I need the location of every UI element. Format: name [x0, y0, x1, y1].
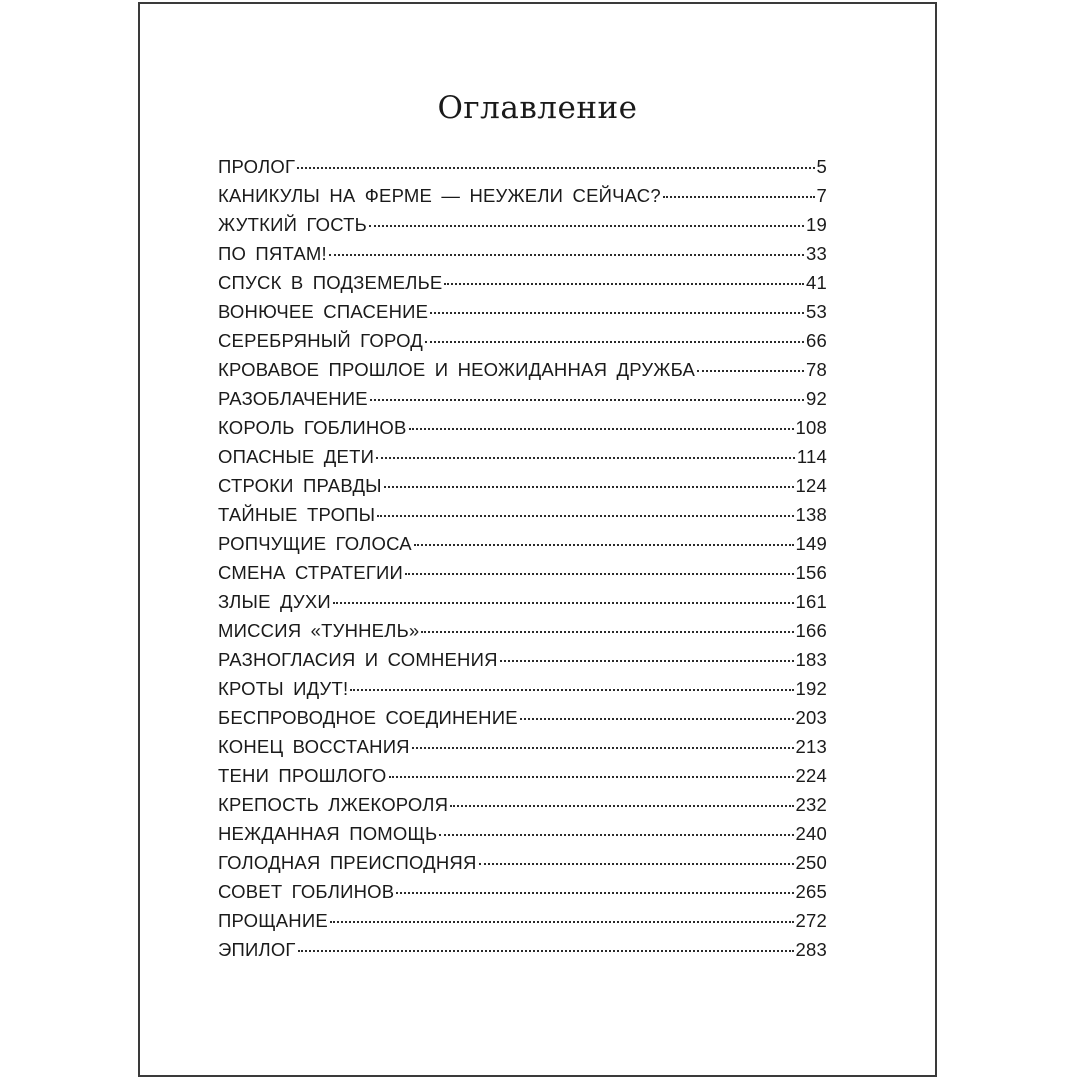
toc-entry-label: ТАЙНЫЕ ТРОПЫ [218, 504, 376, 525]
toc-entry [218, 939, 827, 968]
toc-entry-label: ЗЛЫЕ ДУХИ [218, 591, 331, 612]
toc-dot-leader [369, 225, 804, 227]
toc-entry-page-number: 5 [816, 156, 827, 177]
toc-dot-leader [444, 283, 804, 285]
toc-entry [218, 185, 827, 214]
toc-entry [218, 794, 827, 823]
toc-entry-page-number: 92 [806, 388, 827, 409]
toc-entry [218, 707, 827, 736]
toc-entry-page-number: 114 [796, 446, 827, 467]
toc-dot-leader [297, 167, 814, 169]
toc-dot-leader [500, 660, 794, 662]
toc-dot-leader [376, 457, 795, 459]
toc-entry-label: СЕРЕБРЯНЫЙ ГОРОД [218, 330, 423, 351]
toc-dot-leader [350, 689, 793, 691]
toc-dot-leader [439, 834, 793, 836]
toc-entry-label: БЕСПРОВОДНОЕ СОЕДИНЕНИЕ [218, 707, 518, 728]
toc-entry [218, 446, 827, 475]
toc-entry-label: РАЗНОГЛАСИЯ И СОМНЕНИЯ [218, 649, 498, 670]
toc-entry [218, 910, 827, 939]
toc-entry-page-number: 53 [806, 301, 827, 322]
toc-entry-label: ОПАСНЫЕ ДЕТИ [218, 446, 375, 467]
toc-entry [218, 852, 827, 881]
toc-entry-label: ПО ПЯТАМ! [218, 243, 327, 264]
toc-entry-page-number: 156 [795, 562, 827, 583]
toc-dot-leader [333, 602, 794, 604]
toc-entry-label: ТЕНИ ПРОШЛОГО [218, 765, 387, 786]
toc-dot-leader [396, 892, 793, 894]
toc-entry [218, 417, 827, 446]
toc-entry-label: КРОТЫ ИДУТ! [218, 678, 349, 699]
toc-entry [218, 214, 827, 243]
toc-entry [218, 881, 827, 910]
toc-entry-label: НЕЖДАННАЯ ПОМОЩЬ [218, 823, 438, 844]
toc-dot-leader [697, 370, 804, 372]
toc-entry-label: СОВЕТ ГОБЛИНОВ [218, 881, 395, 902]
toc-entry-page-number: 213 [795, 736, 827, 757]
toc-entry-page-number: 224 [795, 765, 827, 786]
table-of-contents [218, 156, 827, 968]
toc-dot-leader [329, 254, 804, 256]
toc-entry-page-number: 161 [795, 591, 827, 612]
toc-entry-page-number: 66 [806, 330, 827, 351]
toc-entry [218, 504, 827, 533]
toc-dot-leader [421, 631, 793, 633]
toc-entry-page-number: 232 [795, 794, 827, 815]
toc-entry-page-number: 166 [795, 620, 827, 641]
toc-entry-label: КРОВАВОЕ ПРОШЛОЕ И НЕОЖИДАННАЯ ДРУЖБА [218, 359, 696, 380]
toc-entry-page-number: 203 [795, 707, 827, 728]
toc-dot-leader [520, 718, 794, 720]
toc-entry-label: РОПЧУЩИЕ ГОЛОСА [218, 533, 412, 554]
toc-entry-label: ПРОЩАНИЕ [218, 910, 328, 931]
toc-entry [218, 736, 827, 765]
toc-entry-page-number: 183 [795, 649, 827, 670]
toc-entry-page-number: 149 [795, 533, 827, 554]
toc-entry [218, 475, 827, 504]
toc-entry-page-number: 19 [806, 214, 827, 235]
toc-entry-label: ЖУТКИЙ ГОСТЬ [218, 214, 368, 235]
toc-entry [218, 272, 827, 301]
toc-entry-label: ГОЛОДНАЯ ПРЕИСПОДНЯЯ [218, 852, 477, 873]
toc-entry-label: ЭПИЛОГ [218, 939, 296, 960]
toc-entry [218, 620, 827, 649]
toc-entry [218, 591, 827, 620]
toc-dot-leader [409, 428, 794, 430]
toc-entry-label: МИССИЯ «ТУННЕЛЬ» [218, 620, 420, 641]
toc-entry-label: РАЗОБЛАЧЕНИЕ [218, 388, 368, 409]
toc-dot-leader [384, 486, 794, 488]
toc-dot-leader [663, 196, 815, 198]
toc-entry-label: СМЕНА СТРАТЕГИИ [218, 562, 404, 583]
toc-entry-label: КОНЕЦ ВОССТАНИЯ [218, 736, 410, 757]
toc-dot-leader [330, 921, 794, 923]
toc-dot-leader [298, 950, 794, 952]
toc-entry-label: СТРОКИ ПРАВДЫ [218, 475, 382, 496]
toc-dot-leader [450, 805, 793, 807]
toc-entry-page-number: 192 [795, 678, 827, 699]
page-title: Оглавление [437, 90, 638, 126]
toc-entry-page-number: 272 [795, 910, 827, 931]
toc-dot-leader [370, 399, 804, 401]
toc-entry [218, 330, 827, 359]
toc-dot-leader [425, 341, 804, 343]
toc-entry-page-number: 138 [795, 504, 827, 525]
toc-entry-page-number: 265 [795, 881, 827, 902]
toc-entry-page-number: 33 [806, 243, 827, 264]
toc-entry-label: КОРОЛЬ ГОБЛИНОВ [218, 417, 407, 438]
toc-entry-page-number: 250 [795, 852, 827, 873]
toc-entry-page-number: 7 [816, 185, 827, 206]
toc-dot-leader [389, 776, 794, 778]
toc-entry-page-number: 240 [795, 823, 827, 844]
toc-entry [218, 301, 827, 330]
toc-dot-leader [479, 863, 794, 865]
toc-entry [218, 388, 827, 417]
toc-entry [218, 533, 827, 562]
toc-entry-label: КАНИКУЛЫ НА ФЕРМЕ — НЕУЖЕЛИ СЕЙЧАС? [218, 185, 661, 206]
toc-entry [218, 243, 827, 272]
toc-entry-page-number: 78 [806, 359, 827, 380]
toc-dot-leader [430, 312, 804, 314]
toc-entry [218, 562, 827, 591]
toc-entry-label: КРЕПОСТЬ ЛЖЕКОРОЛЯ [218, 794, 449, 815]
toc-dot-leader [377, 515, 793, 517]
toc-entry [218, 823, 827, 852]
toc-dot-leader [412, 747, 794, 749]
toc-entry [218, 765, 827, 794]
toc-entry [218, 649, 827, 678]
toc-entry-page-number: 108 [795, 417, 827, 438]
book-page [138, 2, 937, 1077]
toc-entry-label: ВОНЮЧЕЕ СПАСЕНИЕ [218, 301, 429, 322]
toc-entry-label: СПУСК В ПОДЗЕМЕЛЬЕ [218, 272, 443, 293]
toc-entry [218, 156, 827, 185]
toc-entry-page-number: 41 [806, 272, 827, 293]
toc-entry-label: ПРОЛОГ [218, 156, 296, 177]
toc-entry-page-number: 283 [795, 939, 827, 960]
toc-entry [218, 359, 827, 388]
toc-entry-page-number: 124 [795, 475, 827, 496]
toc-dot-leader [405, 573, 793, 575]
toc-dot-leader [414, 544, 794, 546]
toc-entry [218, 678, 827, 707]
